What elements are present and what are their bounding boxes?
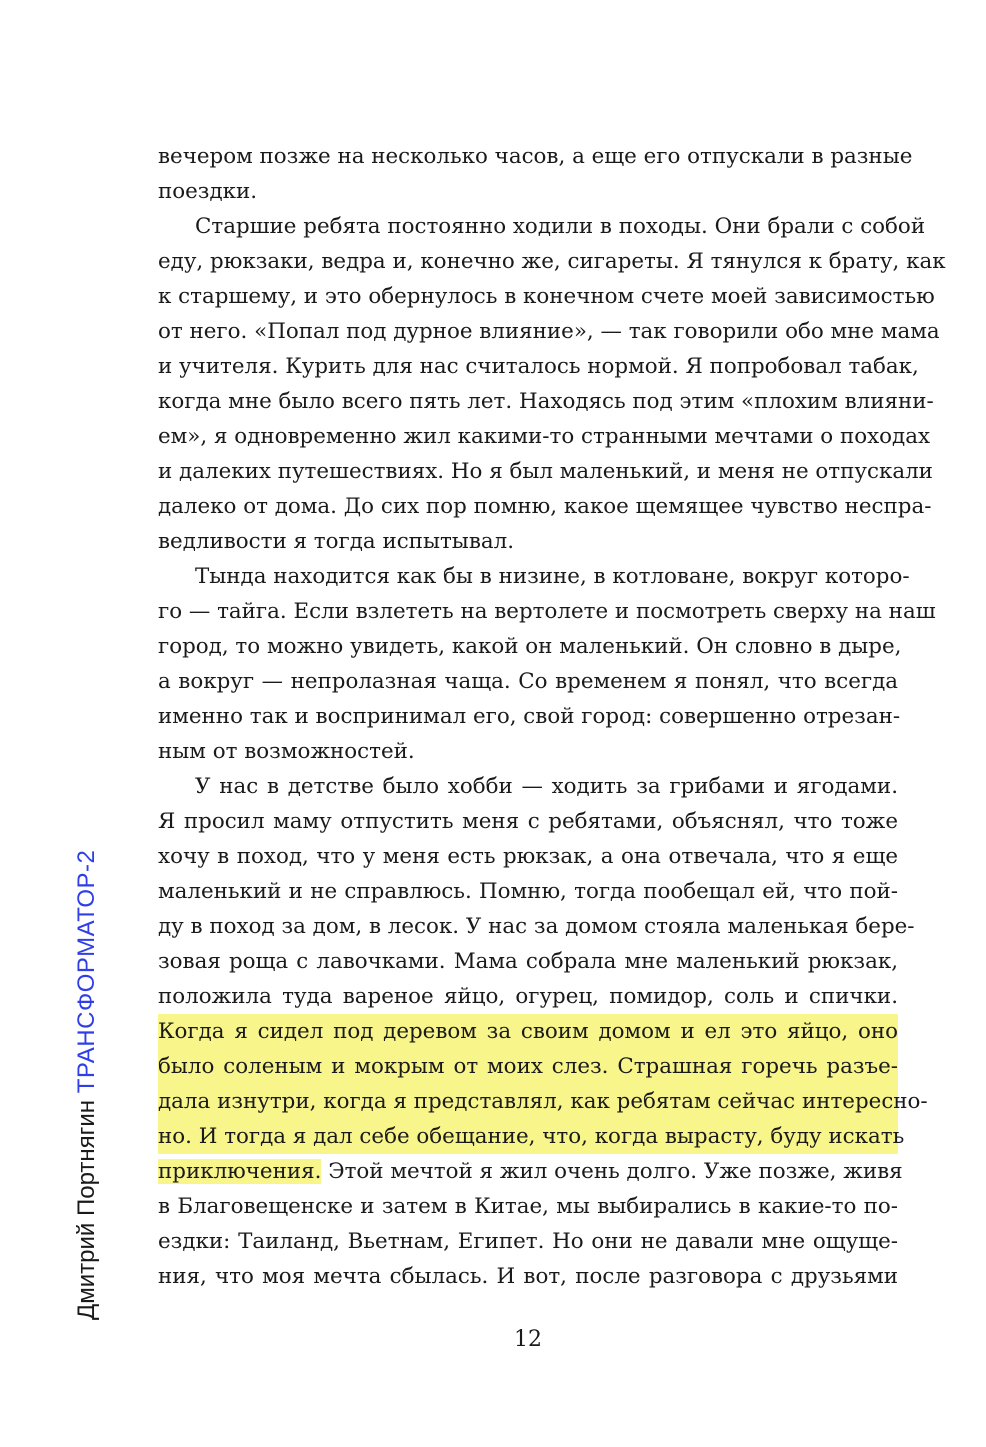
text-line: город, то можно увидеть, какой он маленький. Он словно в дыре, bbox=[158, 634, 902, 659]
text-line: хочу в поход, что у меня есть рюкзак, а она отвечала, что я еще bbox=[158, 844, 898, 869]
highlighted-text-line: было соленым и мокрым от моих слез. Страшная горечь разъе- bbox=[158, 1049, 898, 1084]
text-line: от него. «Попал под дурное влияние», — так говорили обо мне мама bbox=[158, 319, 940, 344]
text-line: и далеких путешествиях. Но я был маленький, и меня не отпускали bbox=[158, 459, 933, 484]
text-line: к старшему, и это обернулось в конечном счете моей зависимостью bbox=[158, 284, 935, 309]
text-line: именно так и воспринимал его, свой город: совершенно отрезан- bbox=[158, 704, 901, 729]
text-line: Тында находится как бы в низине, в котловане, вокруг которо- bbox=[195, 564, 910, 589]
page-number: 12 bbox=[514, 1327, 542, 1352]
highlighted-text-line: но. И тогда я дал себе обещание, что, когда вырасту, буду искать bbox=[158, 1119, 898, 1154]
text-line: ния, что моя мечта сбылась. И вот, после разговора с друзьями bbox=[158, 1264, 898, 1289]
text-line: Старшие ребята постоянно ходили в походы. Они брали с собой bbox=[195, 214, 926, 239]
text-line: поездки. bbox=[158, 179, 258, 204]
text-line: а вокруг — непролазная чаща. Со временем я понял, что всегда bbox=[158, 669, 898, 694]
author-name: Дмитрий Портнягин bbox=[73, 1099, 100, 1320]
text-line: У нас в детстве было хобби — ходить за грибами и ягодами. bbox=[195, 774, 898, 799]
text-line: далеко от дома. До сих пор помню, какое щемящее чувство неспра- bbox=[158, 494, 932, 519]
running-head-vertical bbox=[72, 850, 102, 1320]
text-line: ду в поход за дом, в лесок. У нас за домом стояла маленькая бере- bbox=[158, 914, 915, 939]
text-line: положила туда вареное яйцо, огурец, помидор, соль и спички. bbox=[158, 984, 898, 1009]
text-line: маленький и не справлюсь. Помню, тогда пообещал ей, что пой- bbox=[158, 879, 898, 904]
text-fragment: Этой мечтой я жил очень долго. Уже позже, живя bbox=[321, 1159, 903, 1184]
text-line: когда мне было всего пять лет. Находясь под этим «плохим влияни- bbox=[158, 389, 934, 414]
text-line: ведливости я тогда испытывал. bbox=[158, 529, 515, 554]
highlighted-text-line: Когда я сидел под деревом за своим домом и ел это яйцо, оно bbox=[158, 1014, 898, 1049]
text-line: вечером позже на несколько часов, а еще его отпускали в разные bbox=[158, 144, 913, 169]
text-line: в Благовещенске и затем в Китае, мы выбирались в какие-то по- bbox=[158, 1194, 898, 1219]
text-line: и учителя. Курить для нас считалось нормой. Я попробовал табак, bbox=[158, 354, 919, 379]
highlighted-text-line: дала изнутри, когда я представлял, как ребятам сейчас интересно- bbox=[158, 1084, 898, 1119]
text-line: зовая роща с лавочками. Мама собрала мне маленький рюкзак, bbox=[158, 949, 898, 974]
text-line: еду, рюкзаки, ведра и, конечно же, сигареты. Я тянулся к брату, как bbox=[158, 249, 946, 274]
book-title: ТРАНСФОРМАТОР-2 bbox=[73, 849, 100, 1094]
text-line: ным от возможностей. bbox=[158, 739, 415, 764]
text-line: ем», я одновременно жил какими-то странными мечтами о походах bbox=[158, 424, 931, 449]
text-line bbox=[158, 1154, 903, 1189]
text-line: ездки: Таиланд, Вьетнам, Египет. Но они не давали мне ощуще- bbox=[158, 1229, 898, 1254]
highlighted-fragment: приключения. bbox=[158, 1159, 322, 1184]
text-line: Я просил маму отпустить меня с ребятами, объяснял, что тоже bbox=[158, 809, 898, 834]
text-line: го — тайга. Если взлететь на вертолете и посмотреть сверху на наш bbox=[158, 599, 936, 624]
body-text bbox=[158, 139, 946, 1294]
